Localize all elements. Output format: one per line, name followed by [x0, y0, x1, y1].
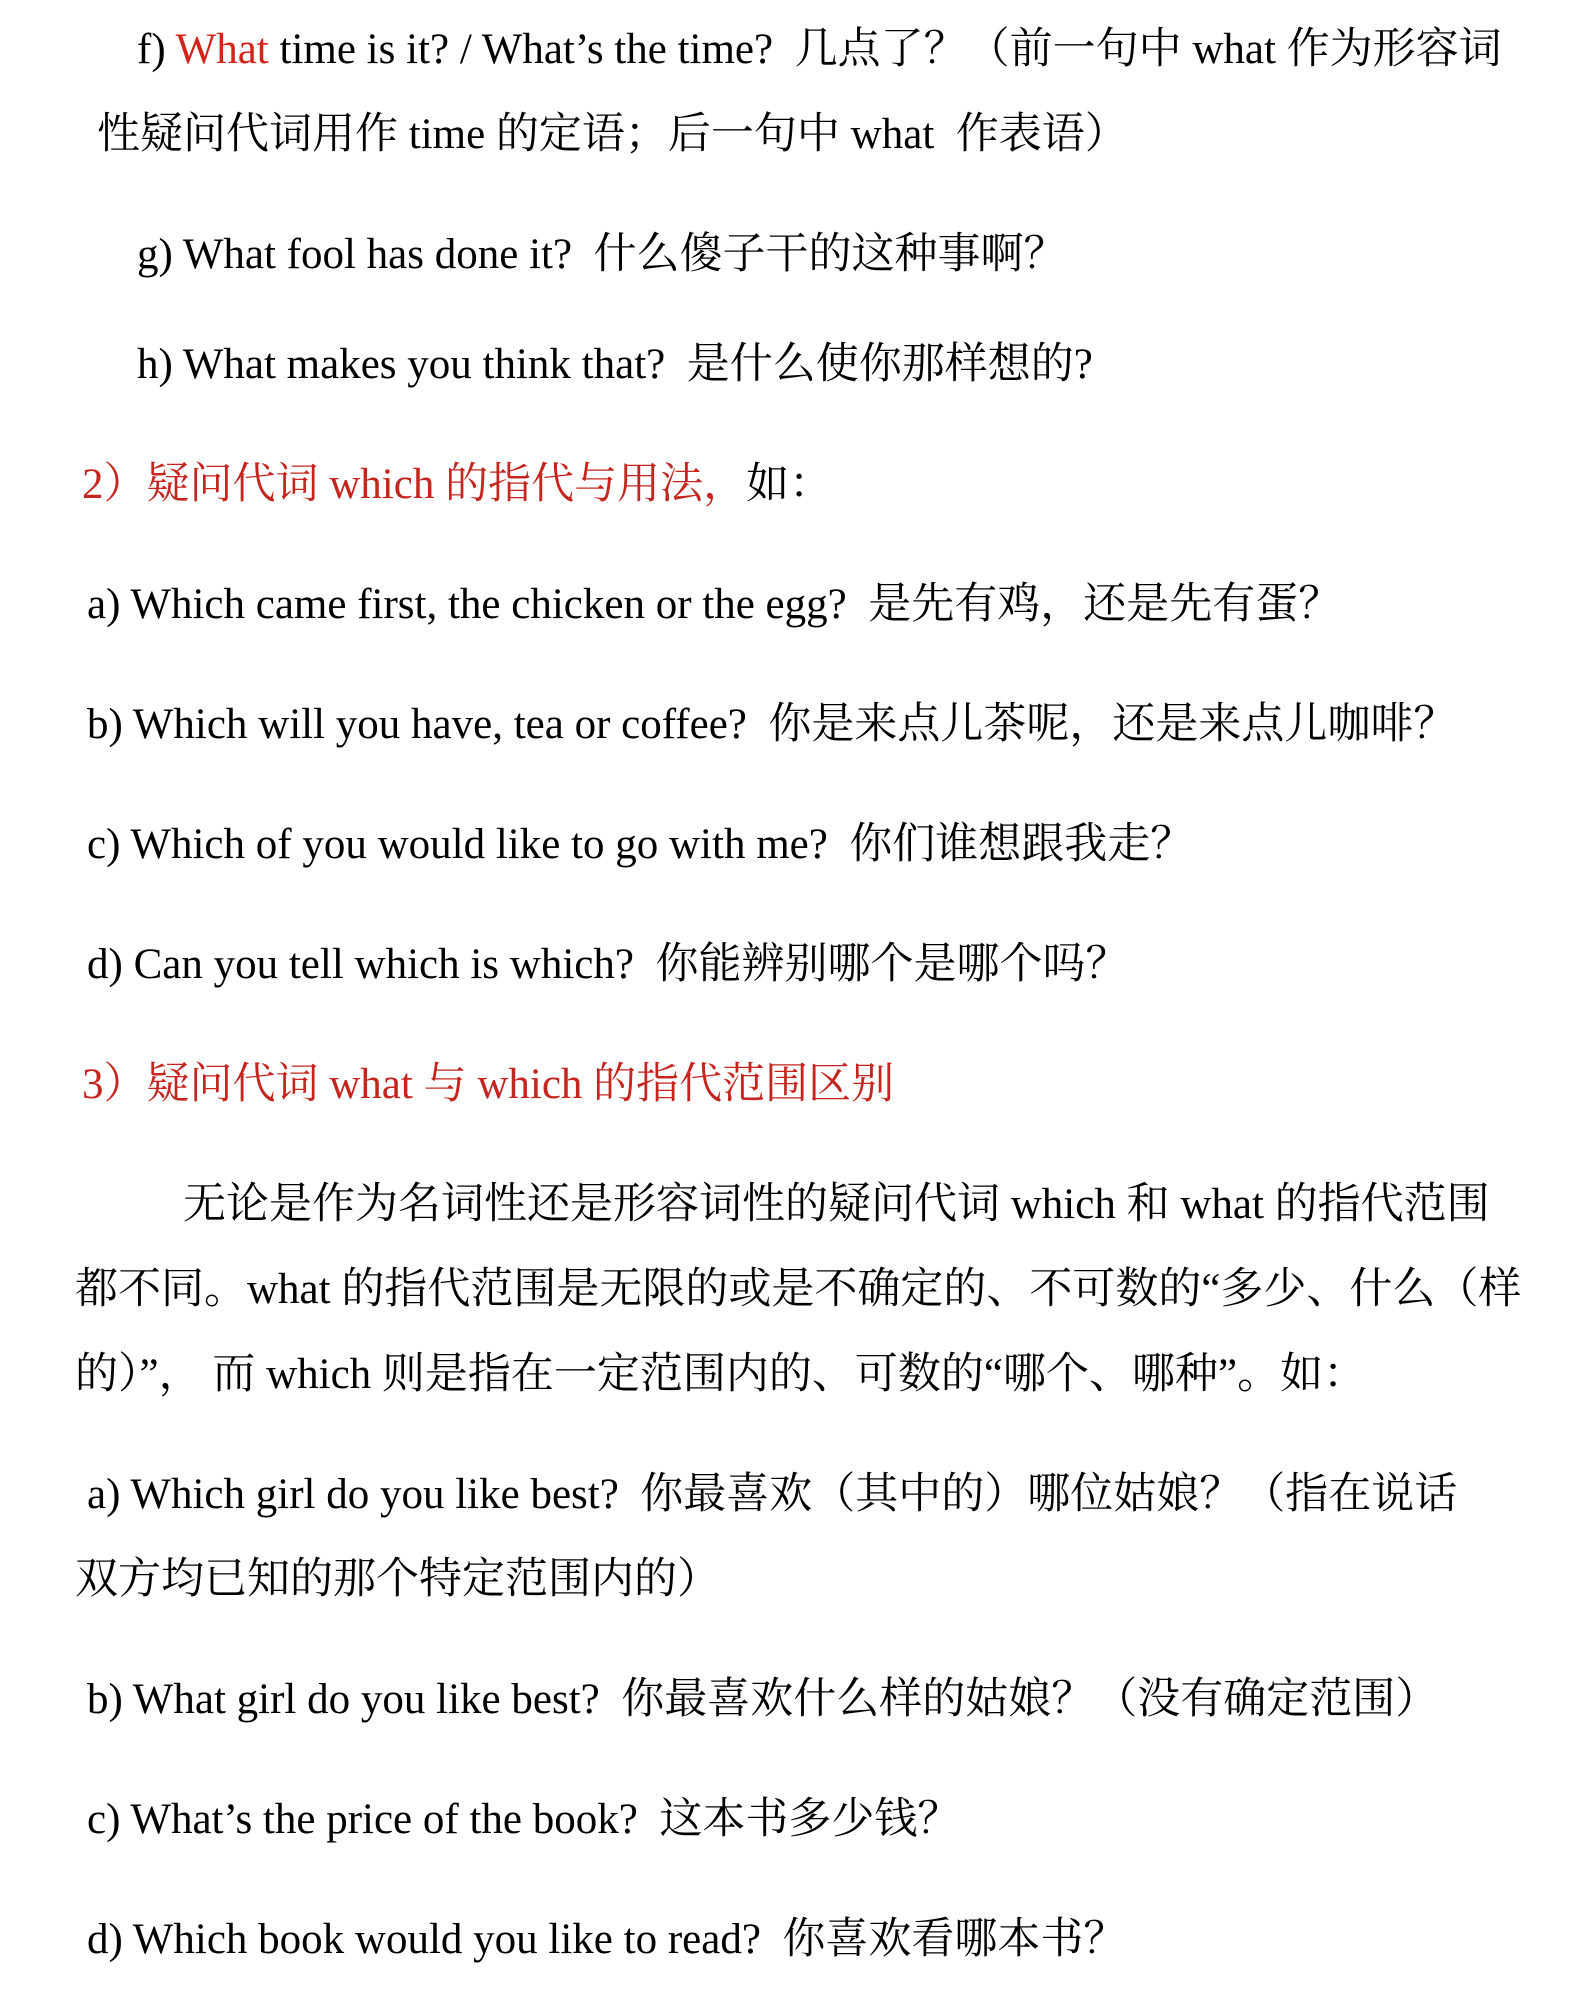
- item-f-prefix: f): [137, 26, 176, 73]
- item-f-rest: time is it? / What’s the time? 几点了？（前一句中 what 作为形容词: [268, 26, 1502, 73]
- example-item-g: [75, 212, 1527, 297]
- section-2-heading-line: [75, 442, 1527, 527]
- section3-item-b-line: b) What girl do you like best? 你最喜欢什么样的姑娘？（没有确定范围）: [87, 1676, 1439, 1723]
- section3-item-a-line1: a) Which girl do you like best? 你最喜欢（其中的）哪位姑娘？（指在说话: [87, 1471, 1458, 1518]
- section3-item-a: [75, 1452, 1527, 1622]
- section2-item-c: [75, 802, 1527, 887]
- section-3-heading: [75, 1042, 1527, 1127]
- section-2-heading: [75, 442, 1527, 527]
- section3-paragraph: [75, 1162, 1527, 1417]
- section2-item-b: [75, 682, 1527, 767]
- section3-paragraph-line1: 无论是作为名词性还是形容词性的疑问代词 which 和 what 的指代范围: [183, 1181, 1490, 1228]
- example-item-f-line1: [75, 7, 1527, 92]
- section3-paragraph-line3: 的）”， 而 which 则是指在一定范围内的、可数的“哪个、哪种”。如：: [75, 1351, 1367, 1398]
- section-2-heading-red: 2）疑问代词 which 的指代与用法，: [82, 461, 747, 508]
- item-f-red-word: What: [175, 26, 269, 73]
- section3-item-a-line2: 双方均已知的那个特定范围内的）: [75, 1556, 720, 1603]
- section-3-heading-line: 3）疑问代词 what 与 which 的指代范围区别: [82, 1061, 895, 1108]
- example-item-g-line: g) What fool has done it? 什么傻子干的这种事啊？: [137, 231, 1067, 278]
- example-item-f: [75, 7, 1527, 177]
- section-2-heading-black: 如：: [746, 461, 833, 508]
- section2-item-a: [75, 562, 1527, 647]
- section3-item-c-line: c) What’s the price of the book? 这本书多少钱？: [87, 1796, 961, 1843]
- section2-item-b-line: b) Which will you have, tea or coffee? 你是来点儿茶呢，还是来点儿咖啡？: [87, 701, 1457, 748]
- section3-item-c: [75, 1777, 1527, 1862]
- section2-item-d-line: d) Can you tell which is which? 你能辨别哪个是哪个吗？: [87, 941, 1129, 988]
- example-item-h-line: h) What makes you think that? 是什么使你那样想的?: [137, 341, 1093, 388]
- section2-item-a-line: a) Which came first, the chicken or the egg? 是先有鸡，还是先有蛋？: [87, 581, 1342, 628]
- section2-item-c-line: c) Which of you would like to go with me? 你们谁想跟我走？: [87, 821, 1194, 868]
- example-item-f-line2: 性疑问代词用作 time 的定语；后一句中 what 作表语）: [97, 111, 1128, 158]
- section3-item-d-line: d) Which book would you like to read? 你喜欢看哪本书？: [87, 1916, 1127, 1963]
- section3-paragraph-line2: 都不同。what 的指代范围是无限的或是不确定的、不可数的“多少、什么（样: [75, 1266, 1522, 1313]
- section3-item-b: [75, 1657, 1527, 1742]
- example-item-h: [75, 322, 1527, 407]
- section3-item-d: [75, 1897, 1527, 1982]
- section2-item-d: [75, 922, 1527, 1007]
